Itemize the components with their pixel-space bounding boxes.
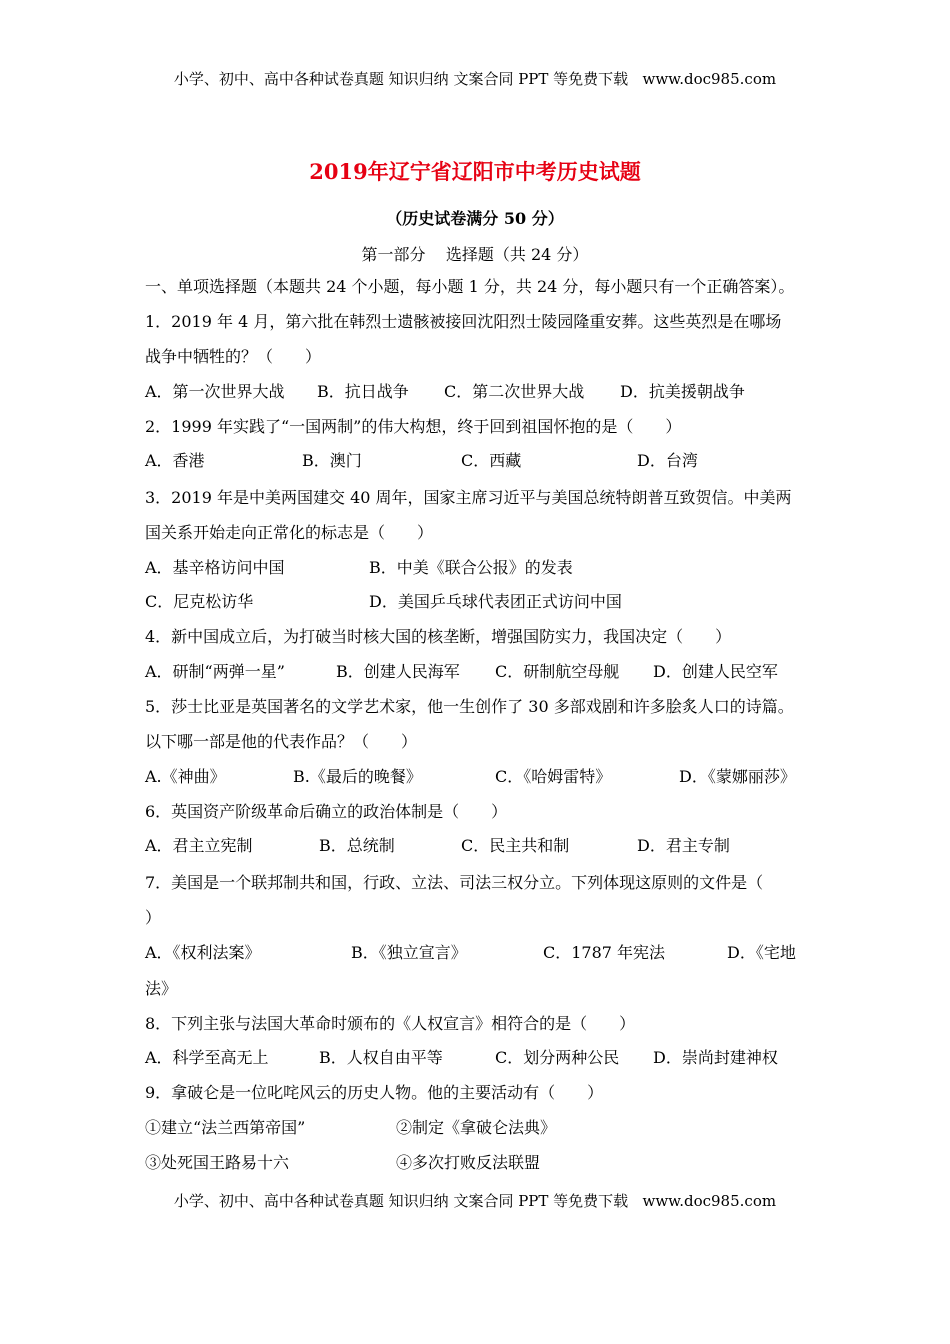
- question-9-text: 9．拿破仑是一位叱咤风云的历史人物。他的主要活动有（ ）: [145, 1083, 604, 1102]
- option-b: B．《独立宣言》: [351, 943, 467, 962]
- question-3-options-row2: [145, 591, 825, 613]
- option-a: A．研制“两弹一星”: [145, 662, 285, 681]
- option-a: A．《权利法案》: [145, 943, 261, 962]
- option-d: D．抗美援朝战争: [620, 382, 745, 401]
- option-a: A．科学至高无上: [145, 1048, 269, 1067]
- question-7-option-d-cont: 法》: [145, 979, 178, 998]
- question-1-text-cont: 战争中牺牲的？（ ）: [145, 347, 322, 366]
- question-1-options: [145, 381, 825, 403]
- question-5-text-cont: 以下哪一部是他的代表作品？（ ）: [145, 732, 418, 751]
- part-heading: 第一部分 选择题（共 24 分）: [361, 245, 589, 264]
- question-2-text: 2．1999 年实践了“一国两制”的伟大构想，终于回到祖国怀抱的是（ ）: [145, 417, 682, 436]
- item-2: ②制定《拿破仑法典》: [396, 1118, 557, 1137]
- option-b: B．人权自由平等: [319, 1048, 443, 1067]
- option-d: D．创建人民空军: [653, 662, 778, 681]
- section-instructions: 一、单项选择题（本题共 24 个小题，每小题 1 分，共 24 分，每小题只有一个正确答案）。: [145, 277, 795, 296]
- question-7-options: [145, 942, 825, 964]
- question-2-options: [145, 450, 825, 472]
- option-a: A．基辛格访问中国: [145, 558, 285, 577]
- question-9-items-row2: [145, 1152, 825, 1174]
- question-3-text: 3．2019 年是中美两国建交 40 周年，国家主席习近平与美国总统特朗普互致贺信。中美两: [145, 488, 792, 507]
- question-9-items-row1: [145, 1117, 825, 1139]
- question-1-text: 1．2019 年 4 月，第六批在韩烈士遗骸被接回沈阳烈士陵园隆重安葬。这些英烈是在哪场: [145, 312, 782, 331]
- option-d: D．君主专制: [637, 836, 730, 855]
- option-c: C．尼克松访华: [145, 592, 254, 611]
- option-a: A．香港: [145, 451, 205, 470]
- option-d: D．《蒙娜丽莎》: [679, 767, 796, 786]
- option-c: C．西藏: [461, 451, 522, 470]
- question-5-text: 5．莎士比亚是英国著名的文学艺术家，他一生创作了 30 多部戏剧和许多脍炙人口的诗篇。: [145, 697, 794, 716]
- option-b: B.《最后的晚餐》: [293, 767, 422, 786]
- question-4-text: 4．新中国成立后，为打破当时核大国的核垄断，增强国防实力，我国决定（ ）: [145, 627, 732, 646]
- question-8-text: 8．下列主张与法国大革命时颁布的《人权宣言》相符合的是（ ）: [145, 1014, 636, 1033]
- option-d: D．台湾: [637, 451, 698, 470]
- question-3-options-row1: [145, 557, 825, 579]
- option-d: D．美国乒乓球代表团正式访问中国: [369, 592, 622, 611]
- question-7-text-cont: ）: [145, 908, 162, 927]
- question-7-text: 7．美国是一个联邦制共和国，行政、立法、司法三权分立。下列体现这原则的文件是（: [145, 873, 764, 892]
- option-a: A．第一次世界大战: [145, 382, 285, 401]
- option-c: C．划分两种公民: [495, 1048, 620, 1067]
- option-b: B．澳门: [302, 451, 362, 470]
- option-b: B．创建人民海军: [336, 662, 460, 681]
- question-3-text-cont: 国关系开始走向正常化的标志是（ ）: [145, 523, 434, 542]
- option-c: C．研制航空母舰: [495, 662, 620, 681]
- question-6-options: [145, 835, 825, 857]
- option-a: A.《神曲》: [145, 767, 226, 786]
- exam-subtitle: （历史试卷满分 50 分）: [386, 209, 564, 228]
- option-a: A．君主立宪制: [145, 836, 253, 855]
- option-b: B．中美《联合公报》的发表: [369, 558, 573, 577]
- option-c: C．民主共和制: [461, 836, 570, 855]
- question-8-options: [145, 1047, 825, 1069]
- option-d: D．《宅地: [727, 943, 796, 962]
- option-b: B．抗日战争: [317, 382, 409, 401]
- option-b: B．总统制: [319, 836, 395, 855]
- page-header: 小学、初中、高中各种试卷真题 知识归纳 文案合同 PPT 等免费下载 www.doc985.com: [173, 70, 777, 88]
- option-c: C．第二次世界大战: [444, 382, 585, 401]
- page-footer: 小学、初中、高中各种试卷真题 知识归纳 文案合同 PPT 等免费下载 www.doc985.com: [173, 1192, 777, 1210]
- item-4: ④多次打败反法联盟: [396, 1153, 541, 1172]
- question-4-options: [145, 661, 825, 683]
- option-c: C．《哈姆雷特》: [495, 767, 612, 786]
- exam-title: 2019年辽宁省辽阳市中考历史试题: [309, 159, 641, 184]
- item-3: ③处死国王路易十六: [145, 1153, 290, 1172]
- item-1: ①建立“法兰西第帝国”: [145, 1118, 306, 1137]
- question-6-text: 6．英国资产阶级革命后确立的政治体制是（ ）: [145, 802, 508, 821]
- question-5-options: [145, 766, 825, 788]
- option-d: D．崇尚封建神权: [653, 1048, 778, 1067]
- option-c: C．1787 年宪法: [543, 943, 666, 962]
